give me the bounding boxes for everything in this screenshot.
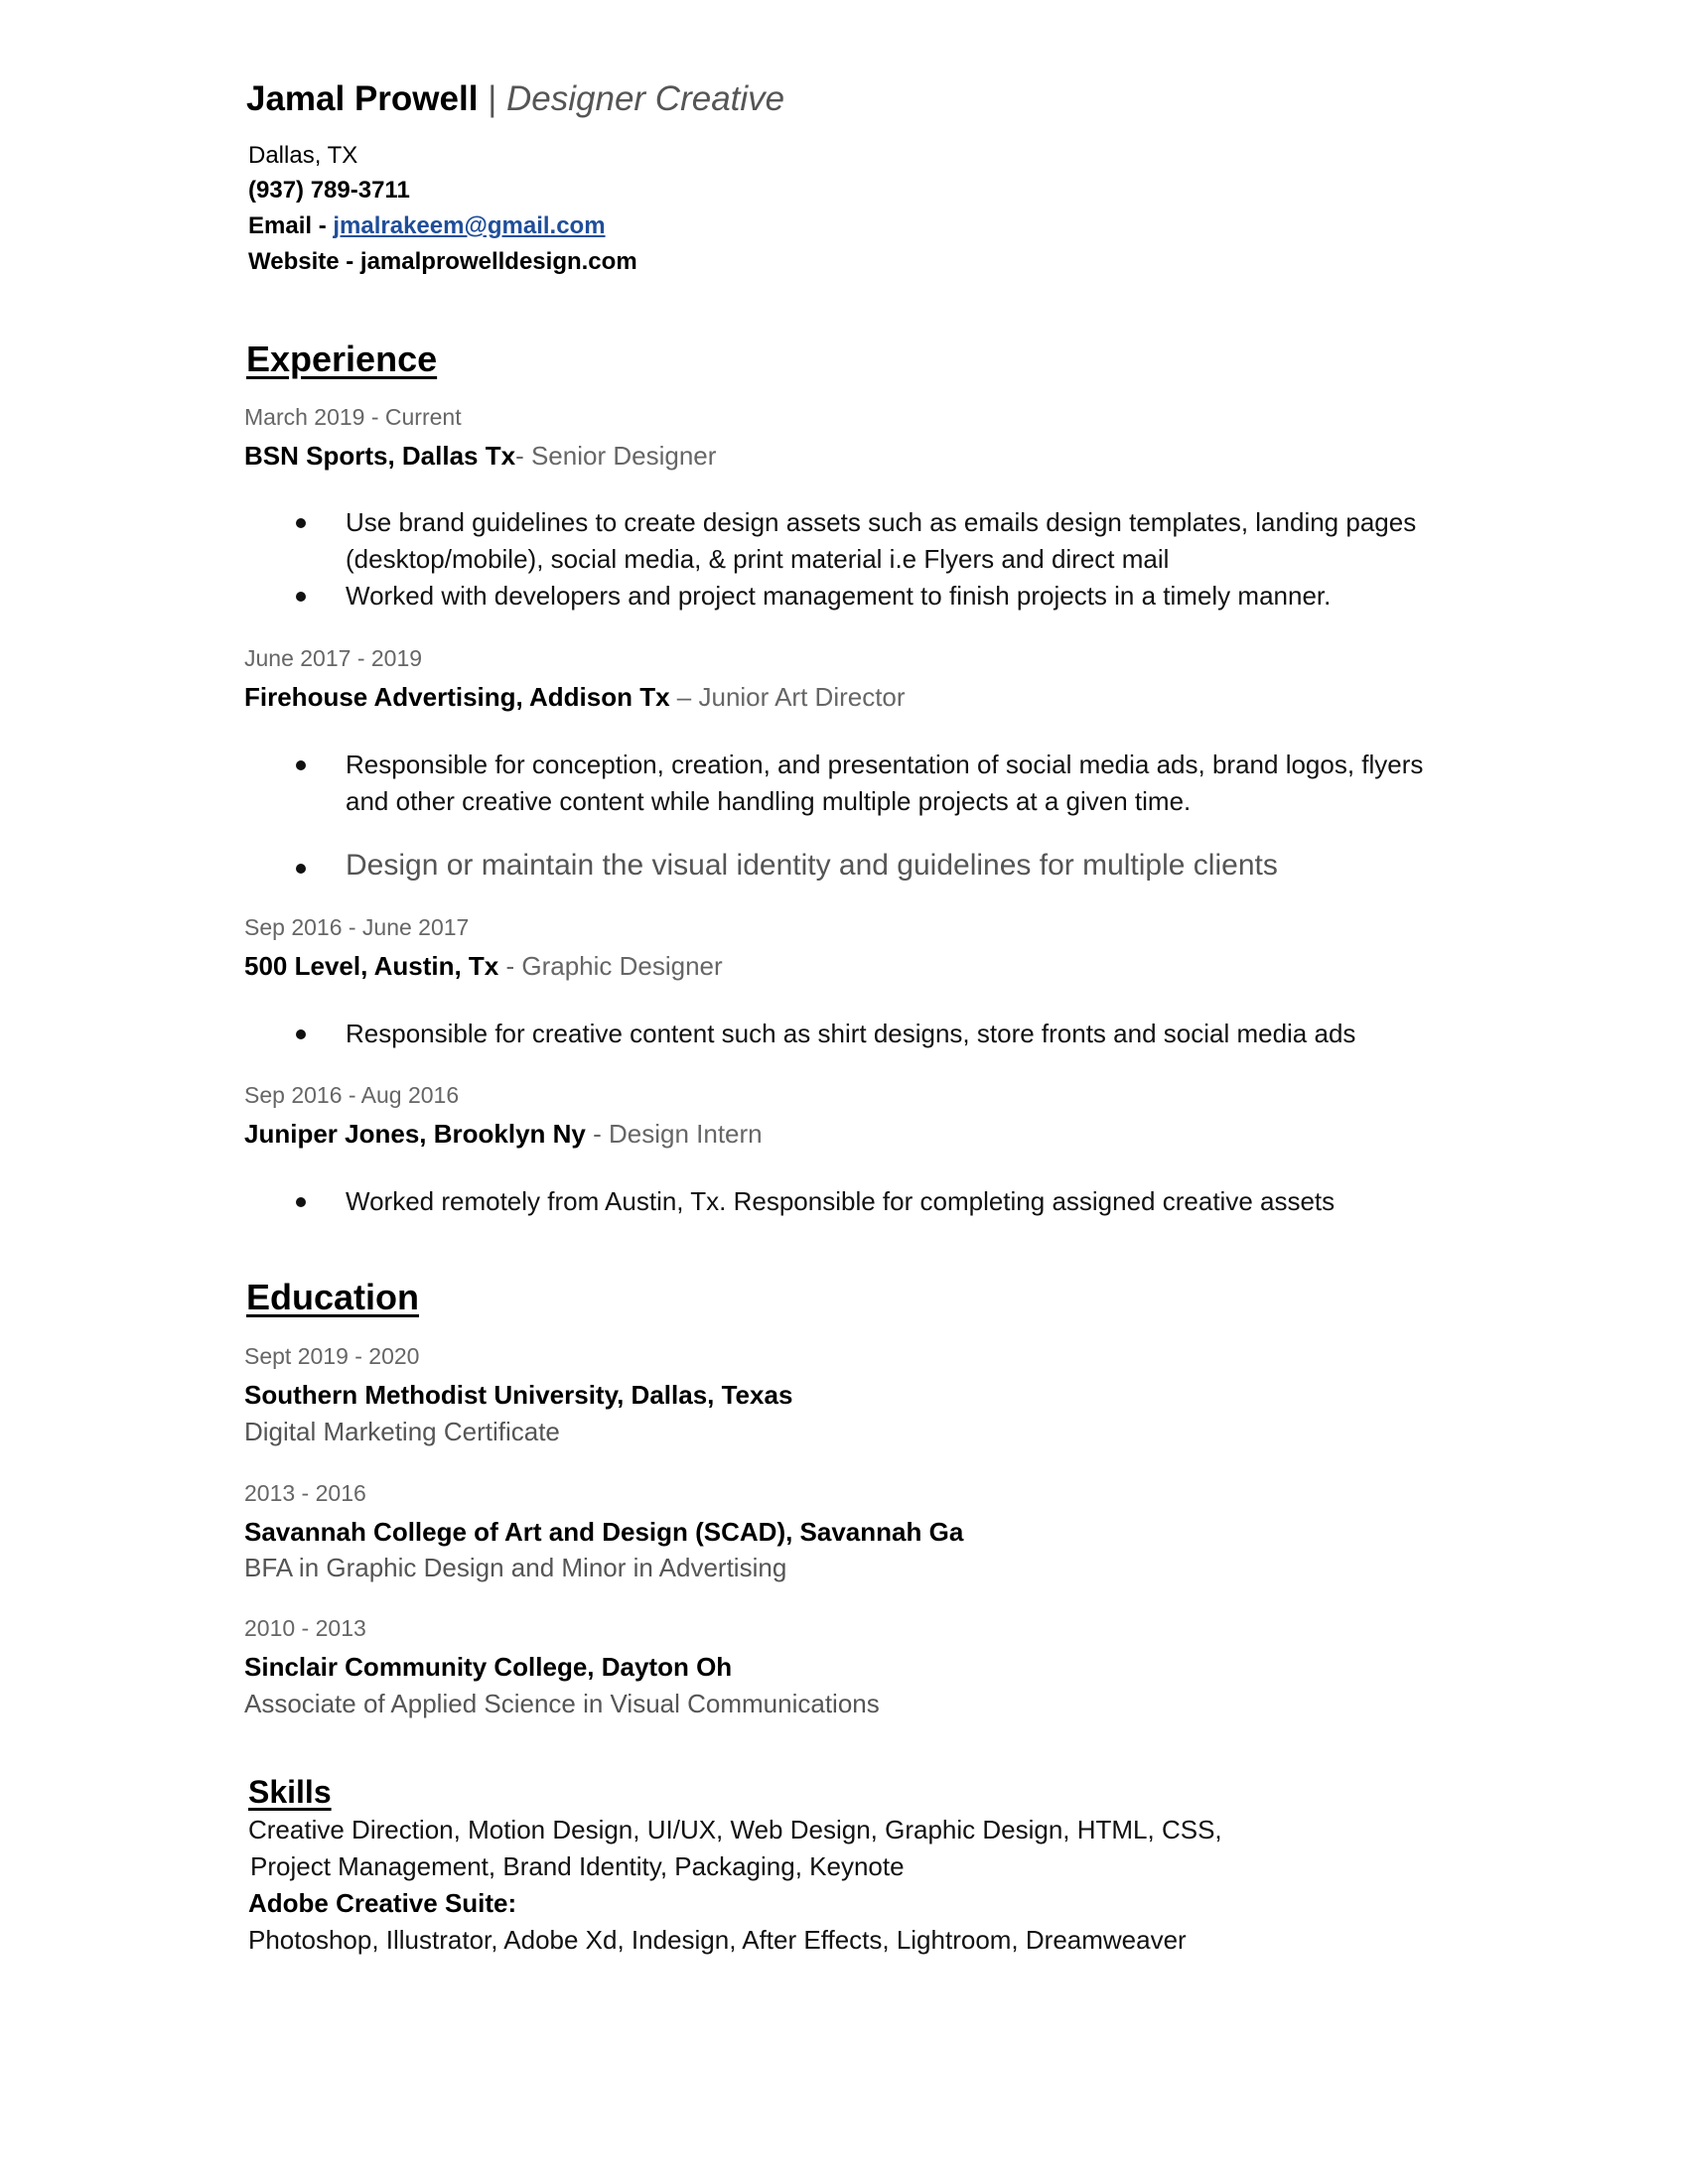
bullet-icon: [296, 592, 306, 602]
job-company: 500 Level, Austin, Tx: [244, 951, 499, 981]
skills-line: Project Management, Brand Identity, Packaging, Keynote: [250, 1851, 905, 1881]
school-name: Sinclair Community College, Dayton Oh: [244, 1652, 733, 1682]
education-school: [244, 1515, 963, 1549]
phone-number: (937) 789-3711: [248, 177, 410, 204]
bullet-text: Worked remotely from Austin, Tx. Responsible for completing assigned creative assets: [346, 1186, 1336, 1216]
job-company: Firehouse Advertising, Addison Tx: [244, 682, 670, 712]
job-heading: [244, 680, 906, 714]
resume-header-title: [246, 77, 784, 121]
candidate-title: Designer Creative: [506, 79, 785, 118]
candidate-name: Jamal Prowell: [246, 79, 479, 118]
education-degree: BFA in Graphic Design and Minor in Advertising: [244, 1553, 787, 1582]
bullet-text: Worked with developers and project management to finish projects in a timely manner.: [346, 581, 1332, 611]
adobe-suite-label: Adobe Creative Suite:: [248, 1888, 517, 1918]
job-dates: June 2017 - 2019: [244, 645, 423, 671]
job-heading: [244, 439, 716, 473]
title-separator: |: [488, 79, 497, 118]
education-school: [244, 1378, 792, 1412]
job-role: - Senior Designer: [515, 441, 717, 471]
education-dates: 2013 - 2016: [244, 1480, 366, 1506]
skills-line: Creative Direction, Motion Design, UI/UX, Web Design, Graphic Design, HTML, CSS,: [248, 1815, 1222, 1844]
skills-heading: Skills: [248, 1774, 332, 1810]
education-dates: Sept 2019 - 2020: [244, 1343, 420, 1369]
education-heading: Education: [246, 1277, 420, 1317]
bullet-icon: [296, 1029, 306, 1039]
job-company: BSN Sports, Dallas Tx: [244, 441, 516, 471]
job-dates: Sep 2016 - Aug 2016: [244, 1082, 460, 1108]
bullet-icon: [296, 1197, 306, 1207]
bullet-text: Use brand guidelines to create design assets such as emails design templates, landing pages (desktop/mobile), social media, & print material i.e Flyers and direct mail: [346, 507, 1417, 574]
job-dates: Sep 2016 - June 2017: [244, 914, 470, 940]
email-link[interactable]: jmalrakeem@gmail.com: [333, 212, 606, 239]
location: Dallas, TX: [248, 142, 358, 169]
bullet-text: Design or maintain the visual identity and guidelines for multiple clients: [346, 849, 1278, 882]
job-role: - Graphic Designer: [498, 951, 723, 981]
email-label: Email -: [248, 212, 334, 239]
experience-heading: Experience: [246, 339, 438, 379]
school-name: Southern Methodist University, Dallas, Texas: [244, 1380, 793, 1410]
bullet-icon: [296, 864, 306, 874]
adobe-suite-list: Photoshop, Illustrator, Adobe Xd, Indesign, After Effects, Lightroom, Dreamweaver: [248, 1925, 1187, 1955]
email-line: [248, 210, 606, 242]
bullet-icon: [296, 518, 306, 528]
bullet-text: Responsible for conception, creation, and presentation of social media ads, brand logos, flyers and other creative content while handling multiple projects at a given time.: [346, 750, 1424, 816]
job-role: – Junior Art Director: [669, 682, 906, 712]
job-company: Juniper Jones, Brooklyn Ny: [244, 1119, 586, 1149]
education-dates: 2010 - 2013: [244, 1615, 366, 1641]
job-dates: March 2019 - Current: [244, 404, 462, 430]
job-heading: [244, 949, 723, 983]
website-line: Website - jamalprowelldesign.com: [248, 248, 637, 275]
bullet-icon: [296, 760, 306, 770]
school-name: Savannah College of Art and Design (SCAD), Savannah Ga: [244, 1517, 964, 1547]
education-degree: Digital Marketing Certificate: [244, 1417, 560, 1446]
education-school: [244, 1650, 732, 1684]
bullet-text: Responsible for creative content such as shirt designs, store fronts and social media ads: [346, 1019, 1356, 1048]
job-heading: [244, 1117, 763, 1151]
education-degree: Associate of Applied Science in Visual Communications: [244, 1689, 880, 1718]
job-role: - Design Intern: [585, 1119, 763, 1149]
